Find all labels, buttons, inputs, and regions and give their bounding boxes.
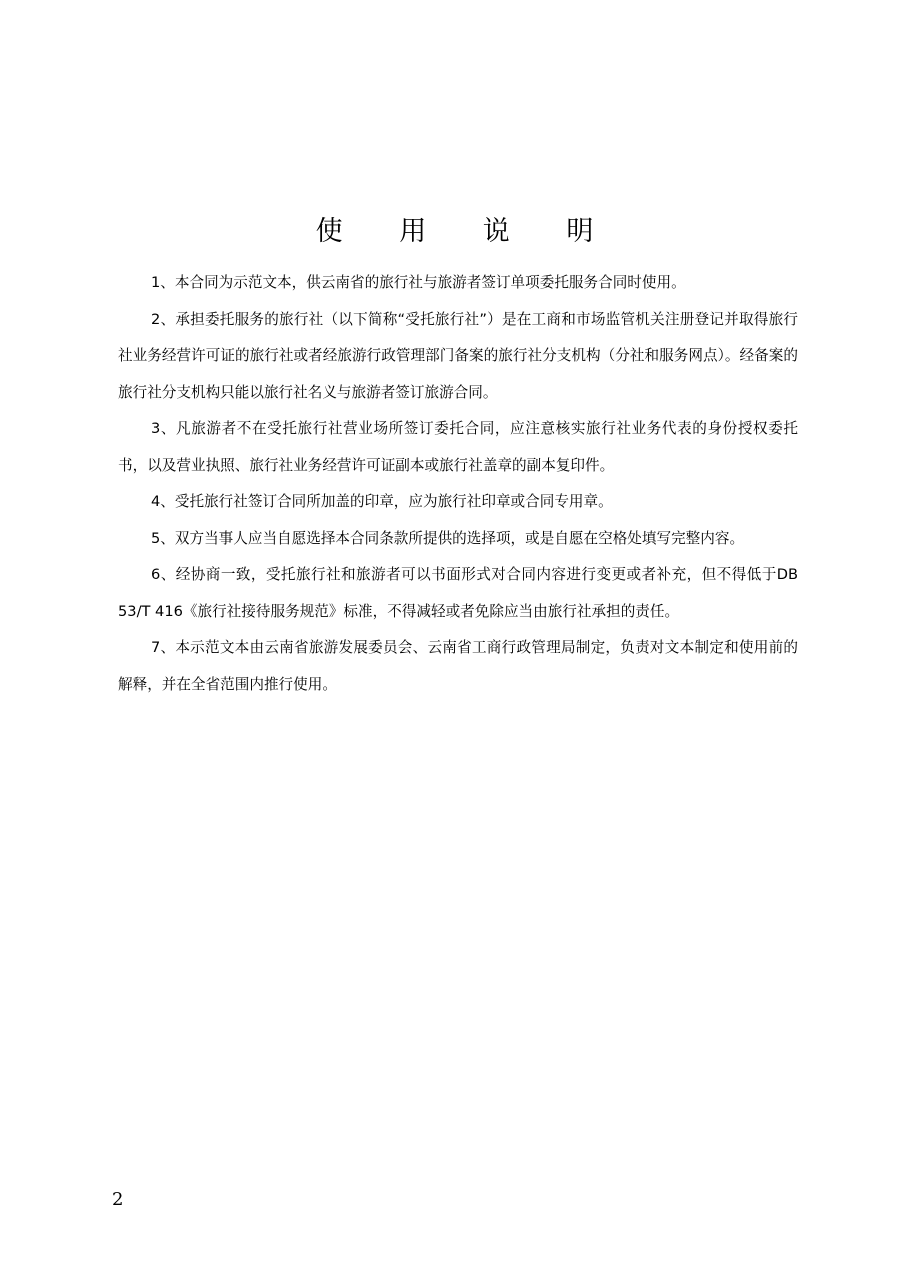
instruction-paragraph-1: 1、本合同为示范文本，供云南省的旅行社与旅游者签订单项委托服务合同时使用。 xyxy=(151,274,686,291)
instructions-body xyxy=(118,265,798,703)
instruction-paragraph-7: 7、本示范文本由云南省旅游发展委员会、云南省工商行政管理局制定，负责对文本制定和使用前的解释，并在全省范围内推行使用。 xyxy=(118,639,798,693)
instruction-paragraph-6: 6、经协商一致，受托旅行社和旅游者可以书面形式对合同内容进行变更或者补充，但不得低于DB 53/T 416《旅行社接待服务规范》标准，不得减轻或者免除应当由旅行社承担的责任。 xyxy=(118,566,798,620)
instruction-paragraph-5: 5、双方当事人应当自愿选择本合同条款所提供的选择项，或是自愿在空格处填写完整内容。 xyxy=(151,529,745,547)
instruction-paragraph-2: 2、承担委托服务的旅行社（以下简称“受托旅行社”）是在工商和市场监管机关注册登记并取得旅行社业务经营许可证的旅行社或者经旅游行政管理部门备案的旅行社分支机构（分社和服务网点）。经备案的旅行社分支机构只能以旅行社名义与旅游者签订旅游合同。 xyxy=(118,310,798,401)
page-title: 使 用 说 明 xyxy=(315,216,618,247)
page-number: 2 xyxy=(112,1189,124,1210)
instruction-paragraph-3: 3、凡旅游者不在受托旅行社营业场所签订委托合同，应注意核实旅行社业务代表的身份授权委托书，以及营业执照、旅行社业务经营许可证副本或旅行社盖章的副本复印件。 xyxy=(118,420,798,474)
instruction-paragraph-4: 4、受托旅行社签订合同所加盖的印章，应为旅行社印章或合同专用章。 xyxy=(151,493,613,510)
